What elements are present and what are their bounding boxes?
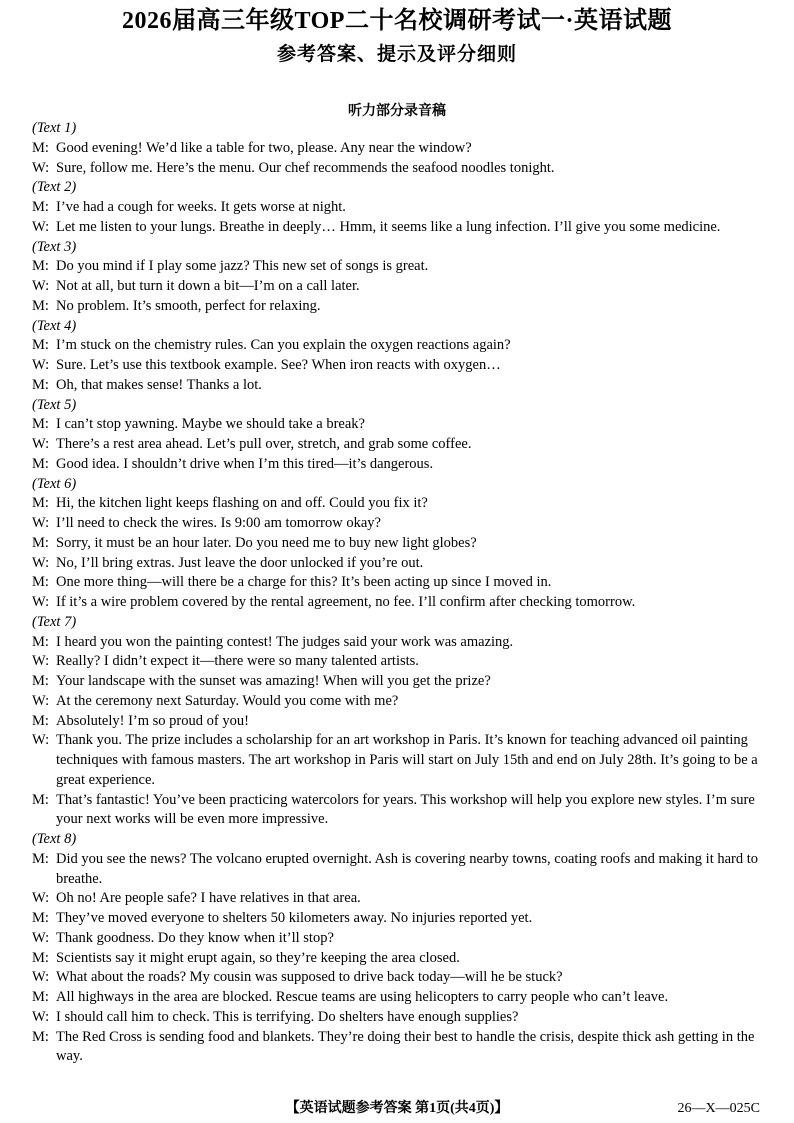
- dialogue-line: [32, 376, 762, 396]
- dialogue-text: Good idea. I shouldn’t drive when I’m this tired—it’s dangerous.: [56, 455, 434, 472]
- dialogue-text: The Red Cross is sending food and blankets. They’re doing their best to handle the crisis, despite thick ash getting in the way.: [56, 1028, 755, 1065]
- footer-code: 26—X—025C: [677, 1101, 760, 1116]
- dialogue-line: [32, 336, 762, 356]
- dialogue-line: [32, 297, 762, 317]
- speaker-label: W:: [32, 1008, 50, 1025]
- speaker-label: M:: [32, 850, 49, 867]
- speaker-label: M:: [32, 534, 49, 551]
- dialogue-text: Absolutely! I’m so proud of you!: [56, 712, 249, 729]
- speaker-label: W:: [32, 890, 50, 907]
- dialogue-text: Sure, follow me. Here’s the menu. Our chef recommends the seafood noodles tonight.: [56, 159, 555, 176]
- speaker-label: M:: [32, 337, 49, 354]
- text-label: (Text 5): [32, 396, 77, 413]
- dialogue-line: [32, 672, 762, 692]
- dialogue-text: I’ve had a cough for weeks. It gets worse at night.: [56, 199, 346, 215]
- dialogue-line: [32, 909, 762, 929]
- dialogue-line: [32, 949, 762, 969]
- dialogue-line: [32, 415, 762, 435]
- document-title: 2026届高三年级TOP二十名校调研考试一·英语试题: [122, 8, 672, 34]
- dialogue-line: [32, 929, 762, 949]
- dialogue-text: Do you mind if I play some jazz? This new set of songs is great.: [56, 258, 429, 275]
- speaker-label: M:: [32, 376, 49, 393]
- speaker-label: W:: [32, 159, 50, 176]
- dialogue-line: [32, 692, 762, 712]
- footer-page-info: 【英语试题参考答案 第1页(共4页)】: [285, 1101, 509, 1116]
- text-label: (Text 1): [32, 120, 77, 136]
- dialogue-line: [32, 198, 762, 218]
- dialogue-text: No problem. It’s smooth, perfect for relaxing.: [56, 297, 321, 314]
- dialogue-line: [32, 455, 762, 475]
- document-subtitle: 参考答案、提示及评分细则: [276, 44, 517, 65]
- dialogue-text: All highways in the area are blocked. Rescue teams are using helicopters to carry people who can’t leave.: [56, 989, 669, 1005]
- dialogue-text: Hi, the kitchen light keeps flashing on and off. Could you fix it?: [56, 495, 428, 512]
- speaker-label: M:: [32, 1028, 49, 1045]
- speaker-label: W:: [32, 218, 50, 235]
- dialogue-text: Oh, that makes sense! Thanks a lot.: [56, 376, 262, 393]
- speaker-label: M:: [32, 297, 49, 314]
- dialogue-text: Thank goodness. Do they know when it’ll stop?: [56, 929, 334, 946]
- dialogue-text: I can’t stop yawning. Maybe we should take a break?: [56, 416, 365, 433]
- dialogue-line: [32, 435, 762, 455]
- dialogue-text: That’s fantastic! You’ve been practicing watercolors for years. This workshop will help you explore new styles. I’m sure your next works will be even more impressive.: [56, 791, 755, 828]
- speaker-label: W:: [32, 732, 50, 749]
- dialogue-text: Sure. Let’s use this textbook example. See? When iron reacts with oxygen…: [56, 357, 501, 373]
- speaker-label: M:: [32, 199, 49, 215]
- dialogue-line: [32, 988, 762, 1008]
- text-label: (Text 2): [32, 179, 77, 196]
- speaker-label: W:: [32, 969, 50, 986]
- dialogue-line: [32, 850, 762, 890]
- dialogue-text: No, I’ll bring extras. Just leave the door unlocked if you’re out.: [56, 554, 424, 571]
- dialogue-line: [32, 889, 762, 909]
- dialogue-text: Not at all, but turn it down a bit—I’m on a call later.: [56, 278, 360, 294]
- text-label: (Text 3): [32, 238, 77, 255]
- dialogue-text: Really? I didn’t expect it—there were so many talented artists.: [56, 653, 419, 670]
- speaker-label: M:: [32, 495, 49, 512]
- speaker-label: W:: [32, 515, 50, 531]
- section-heading: 听力部分录音稿: [348, 103, 446, 119]
- dialogue-text: What about the roads? My cousin was supposed to drive back today—will he be stuck?: [56, 969, 563, 986]
- dialogue-line: [32, 257, 762, 277]
- speaker-label: M:: [32, 791, 49, 808]
- dialogue-line: [32, 554, 762, 574]
- speaker-label: M:: [32, 139, 49, 156]
- dialogue-line: [32, 356, 762, 376]
- dialogue-line: [32, 712, 762, 732]
- speaker-label: W:: [32, 929, 50, 946]
- speaker-label: M:: [32, 258, 49, 275]
- dialogue-text: Scientists say it might erupt again, so they’re keeping the area closed.: [56, 949, 460, 966]
- text-label: (Text 4): [32, 317, 77, 334]
- dialogue-line: [32, 633, 762, 653]
- dialogue-text: Good evening! We’d like a table for two, please. Any near the window?: [56, 139, 472, 156]
- speaker-label: W:: [32, 554, 50, 571]
- speaker-label: M:: [32, 455, 49, 472]
- dialogue-text: Your landscape with the sunset was amazing! When will you get the prize?: [56, 673, 491, 689]
- speaker-label: W:: [32, 278, 50, 294]
- dialogue-text: One more thing—will there be a charge for this? It’s been acting up since I moved in.: [56, 574, 552, 591]
- dialogue-line: [32, 494, 762, 514]
- dialogue-text: I’m stuck on the chemistry rules. Can you explain the oxygen reactions again?: [56, 337, 511, 354]
- dialogue-text: At the ceremony next Saturday. Would you come with me?: [56, 692, 399, 709]
- speaker-label: W:: [32, 692, 50, 709]
- dialogue-text: I should call him to check. This is terrifying. Do shelters have enough supplies?: [56, 1008, 519, 1025]
- dialogue-line: [32, 1008, 762, 1028]
- dialogue-line: [32, 218, 762, 238]
- speaker-label: W:: [32, 653, 50, 670]
- speaker-label: W:: [32, 436, 50, 452]
- dialogue-line: [32, 791, 762, 831]
- dialogue-text: Did you see the news? The volcano erupted overnight. Ash is covering nearby towns, coating roofs and making it hard to breathe.: [56, 850, 759, 887]
- speaker-label: M:: [32, 989, 49, 1005]
- dialogue-line: [32, 277, 762, 297]
- text-label: (Text 8): [32, 831, 77, 847]
- transcript: [32, 119, 762, 1067]
- speaker-label: M:: [32, 949, 49, 966]
- speaker-label: M:: [32, 574, 49, 591]
- speaker-label: M:: [32, 416, 49, 433]
- dialogue-line: [32, 968, 762, 988]
- dialogue-line: [32, 514, 762, 534]
- dialogue-text: I heard you won the painting contest! The judges said your work was amazing.: [56, 633, 514, 650]
- dialogue-text: They’ve moved everyone to shelters 50 kilometers away. No injuries reported yet.: [56, 910, 533, 926]
- dialogue-line: [32, 593, 762, 613]
- dialogue-text: Let me listen to your lungs. Breathe in deeply… Hmm, it seems like a lung infection. I’ll give you some medicine.: [56, 218, 721, 235]
- dialogue-line: [32, 573, 762, 593]
- dialogue-text: I’ll need to check the wires. Is 9:00 am tomorrow okay?: [56, 515, 381, 531]
- text-label: (Text 7): [32, 613, 77, 630]
- dialogue-text: Sorry, it must be an hour later. Do you need me to buy new light globes?: [56, 534, 477, 551]
- speaker-label: W:: [32, 357, 50, 373]
- dialogue-line: [32, 1028, 762, 1068]
- speaker-label: M:: [32, 712, 49, 729]
- dialogue-line: [32, 139, 762, 159]
- speaker-label: M:: [32, 910, 49, 926]
- dialogue-line: [32, 652, 762, 672]
- dialogue-line: [32, 731, 762, 790]
- page-footer: [0, 1097, 794, 1121]
- dialogue-text: There’s a rest area ahead. Let’s pull over, stretch, and grab some coffee.: [56, 436, 472, 452]
- dialogue-text: Thank you. The prize includes a scholarship for an art workshop in Paris. It’s known for teaching advanced oil painting techniques with famous masters. The art workshop in Paris will start on July 15th and end on July 28th. It’s going to be a great experience.: [56, 732, 758, 788]
- dialogue-line: [32, 534, 762, 554]
- dialogue-text: If it’s a wire problem covered by the rental agreement, no fee. I’ll confirm after checking tomorrow.: [56, 594, 636, 610]
- speaker-label: M:: [32, 633, 49, 650]
- speaker-label: W:: [32, 594, 50, 610]
- dialogue-text: Oh no! Are people safe? I have relatives in that area.: [56, 890, 361, 907]
- dialogue-line: [32, 159, 762, 179]
- text-label: (Text 6): [32, 475, 77, 492]
- speaker-label: M:: [32, 673, 49, 689]
